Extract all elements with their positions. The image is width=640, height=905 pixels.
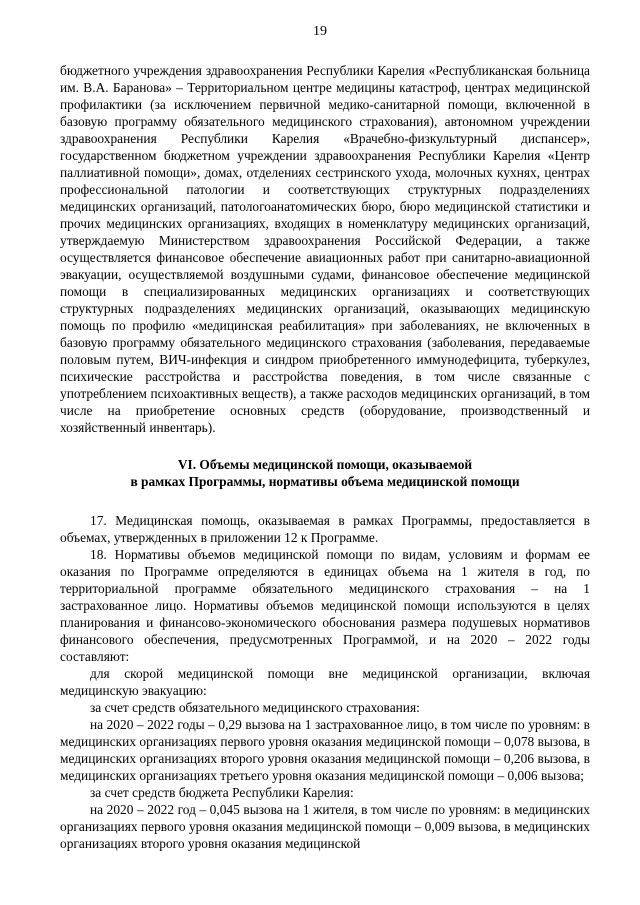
page-number: 19 [313, 24, 327, 39]
paragraph-ambulance-intro: для скорой медицинской помощи вне медицинской организации, включая медицинскую эвакуацию: [60, 666, 590, 698]
section-heading-line-1: VI. Объемы медицинской помощи, оказываемой [177, 457, 473, 472]
paragraph-budget-funding: за счет средств бюджета Республики Карелия: [90, 785, 354, 800]
page-content [60, 62, 590, 852]
section-heading [60, 456, 590, 490]
paragraph-18: 18. Нормативы объемов медицинской помощи по видам, условиям и формам ее оказания по Программе определяются в единицах объема на 1 жителя в год, по территориальной программе обязательного медицинского страхования – на 1 застрахованное лицо. Нормативы объемов медицинской помощи используются в целях планирования и финансово-экономического обоснования размера подушевых нормативов финансового обеспечения, предусмотренных Программой, и на 2020 – 2022 годы составляют: [60, 547, 590, 664]
section-heading-line-2: в рамках Программы, нормативы объема медицинской помощи [130, 474, 520, 489]
paragraph-oms-funding: за счет средств обязательного медицинского страхования: [90, 700, 420, 715]
paragraph-17: 17. Медицинская помощь, оказываемая в рамках Программы, предоставляется в объемах, утвержденных в приложении 12 к Программе. [60, 513, 590, 545]
paragraph-continuation: бюджетного учреждения здравоохранения Республики Карелия «Республиканская больница им. В.А. Баранова» – Территориальном центре медицины катастроф, центрах медицинской профилактики (за исключением первичной медико-санитарной помощи, включенной в базовую программу обязательного медицинского страхования), автономном учреждении здравоохранения Республики Карелия «Врачебно-физкультурный диспансер», государственном бюджетном учреждении здравоохранения Республики Карелия «Центр паллиативной помощи», домах, отделениях сестринского ухода, молочных кухнях, центрах профессиональной патологии и соответствующих структурных подразделениях медицинских организаций, патологоанатомических бюро, бюро медицинской статистики и прочих медицинских организациях, входящих в номенклатуру медицинских организаций, утверждаемую Министерством здравоохранения Российской Федерации, а также осуществляется финансовое обеспечение авиационных работ при санитарно-авиационной эвакуации, осуществляемой воздушными судами, финансовое обеспечение медицинской помощи в специализированных медицинских организациях и соответствующих структурных подразделениях медицинских организаций, оказывающих медицинскую помощь по профилю «медицинская реабилитация» при заболеваниях, не включенных в базовую программу обязательного медицинского страхования (заболевания, передаваемые половым путем, ВИЧ-инфекция и синдром приобретенного иммунодефицита, туберкулез, психические расстройства и расстройства поведения, в том числе связанные с употреблением психоактивных веществ), а также расходов медицинских организаций, в том числе на приобретение основных средств (оборудование, производственный и хозяйственный инвентарь). [60, 63, 590, 435]
paragraph-budget-norms: на 2020 – 2022 год – 0,045 вызова на 1 жителя, в том числе по уровням: в медицинских организациях первого уровня оказания медицинской помощи – 0,009 вызова, в медицинских организациях второго уровня оказания медицинской [60, 802, 590, 851]
paragraph-oms-norms: на 2020 – 2022 годы – 0,29 вызова на 1 застрахованное лицо, в том числе по уровням: в медицинских организациях первого уровня оказания медицинской помощи – 0,078 вызова, в медицинских организациях второго уровня оказания медицинской помощи – 0,206 вызова, в медицинских организациях третьего уровня оказания медицинской помощи – 0,006 вызова; [60, 717, 590, 783]
